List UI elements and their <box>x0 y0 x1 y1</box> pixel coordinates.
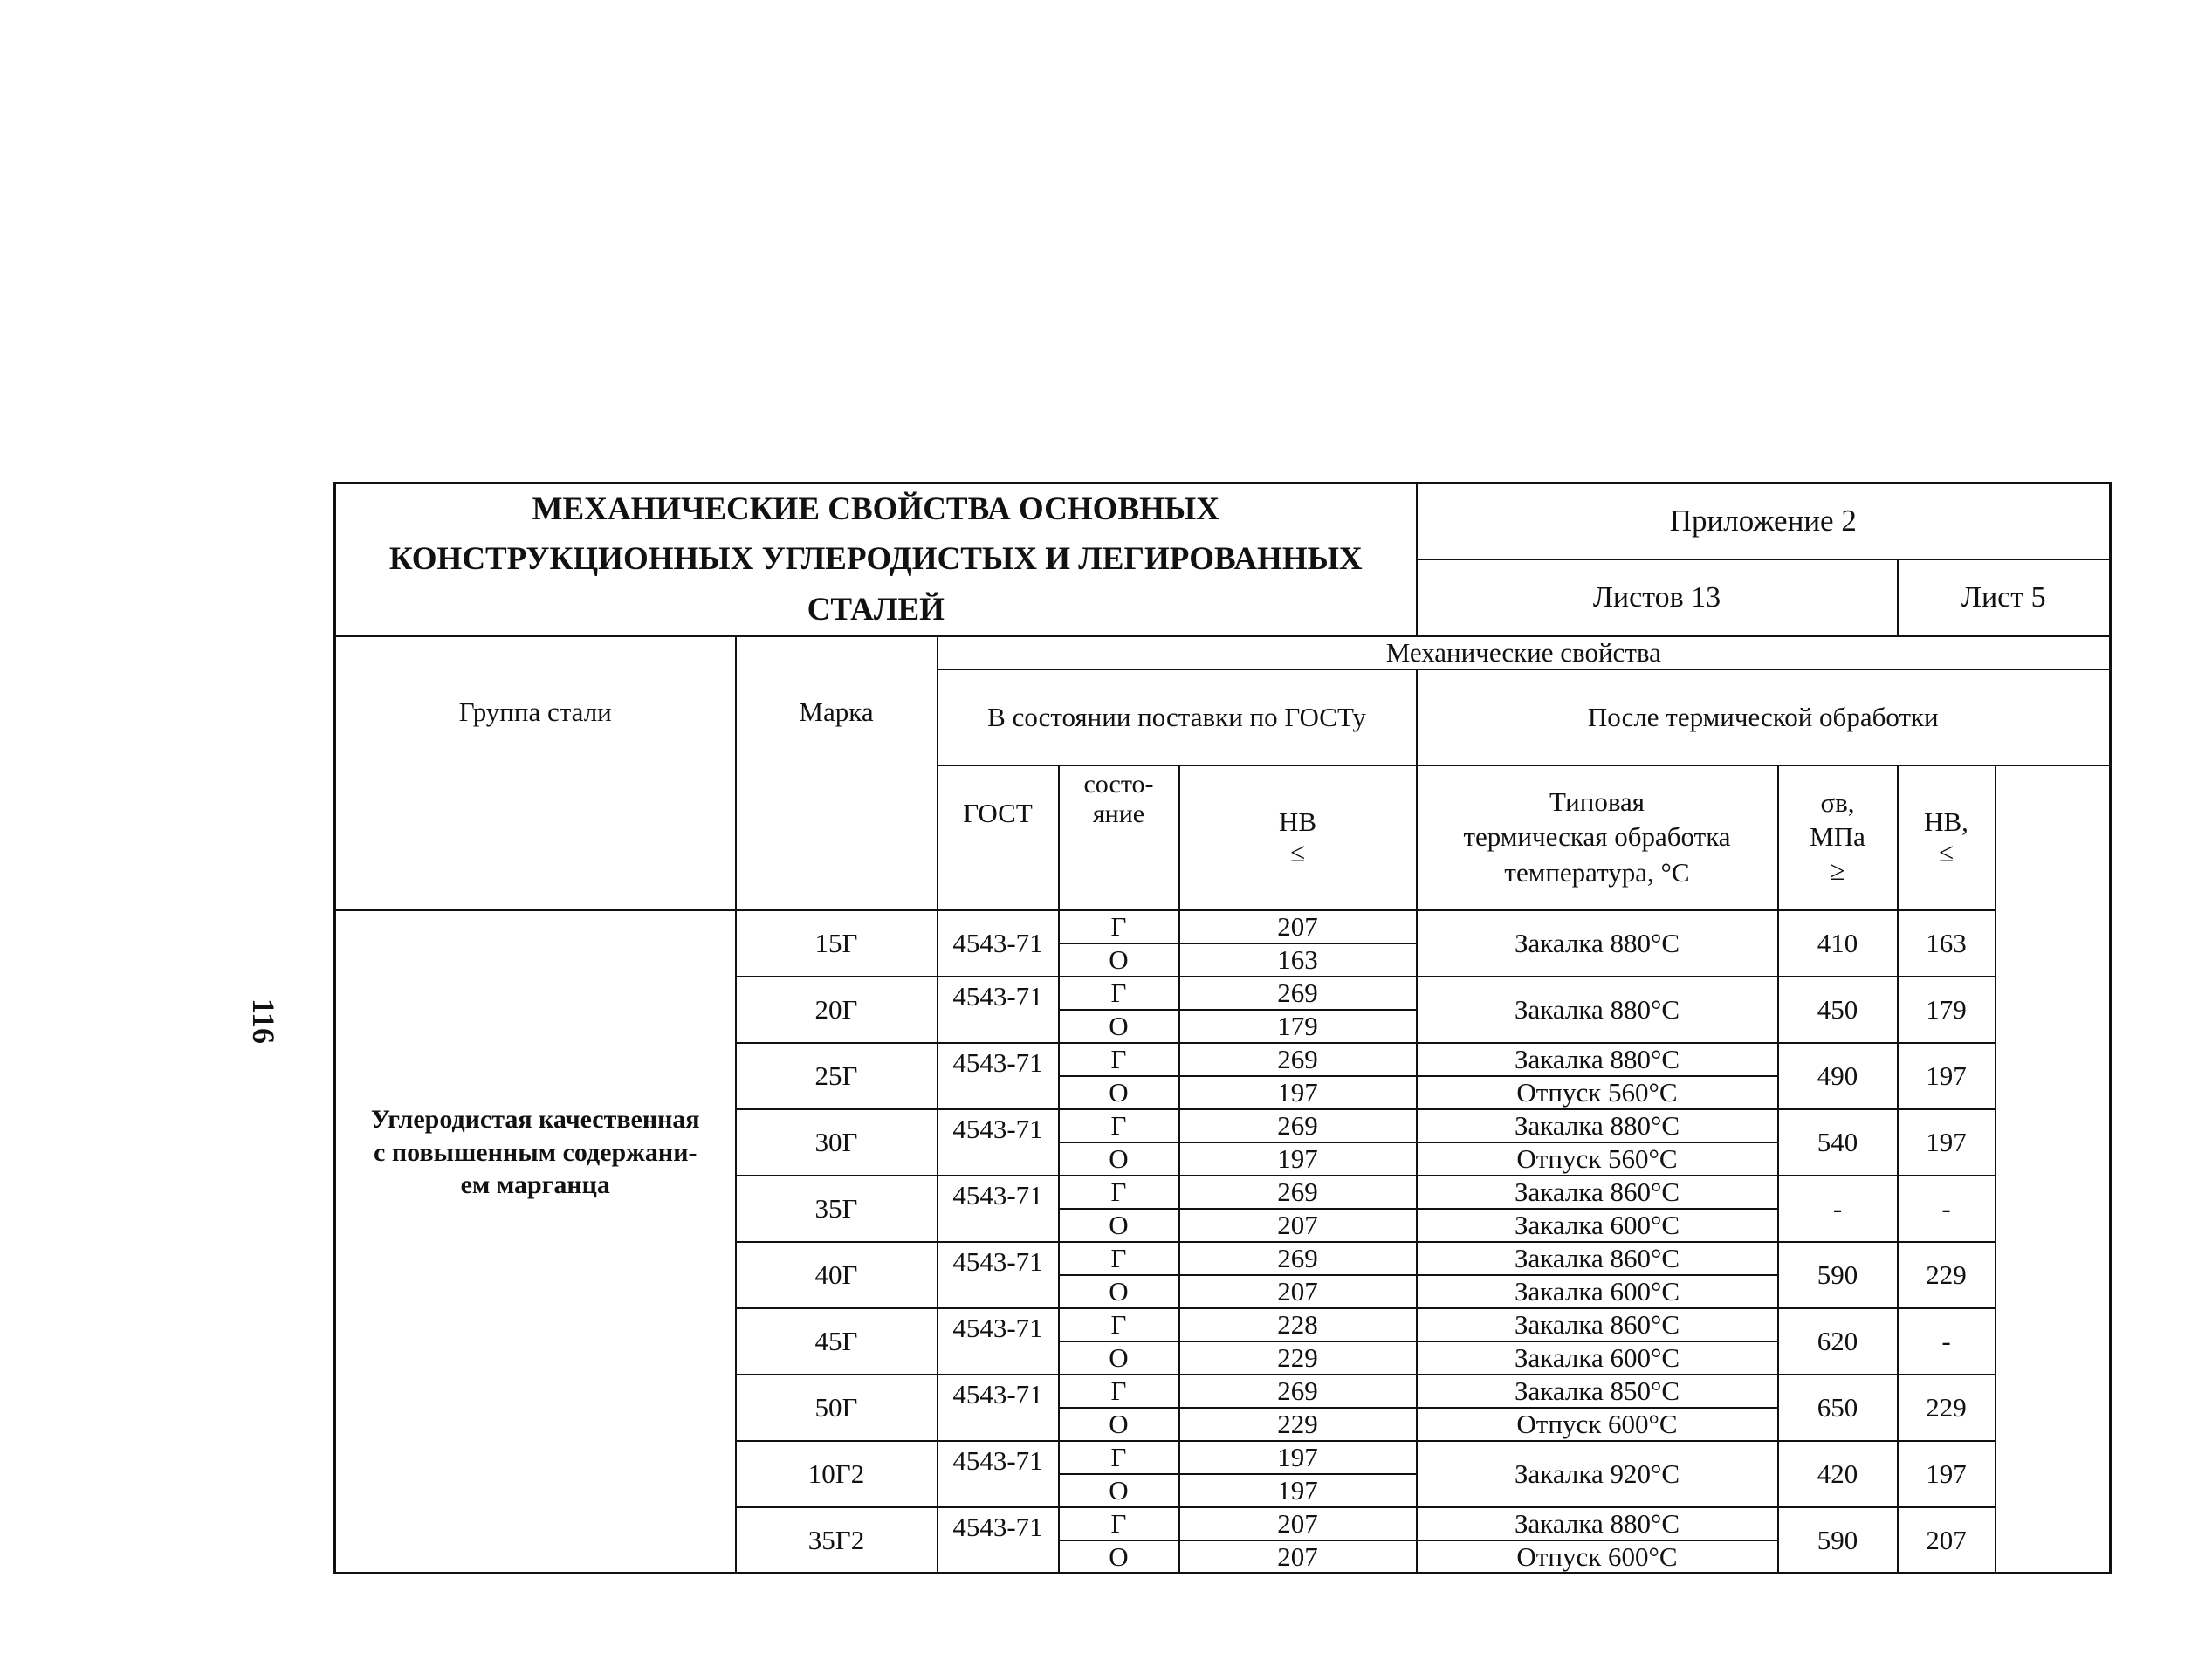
gost-cell: 4543-71 <box>938 1441 1059 1507</box>
header-typical-line-1: Типовая <box>1549 785 1645 817</box>
tensile-strength-cell: - <box>1778 1176 1898 1242</box>
hb-cell: 269 <box>1179 1176 1417 1209</box>
hb-cell: 197 <box>1179 1474 1417 1507</box>
heat-treatment-cell: Закалка 880°С <box>1417 1043 1778 1076</box>
state-cell: О <box>1059 1408 1179 1441</box>
header-hb-after <box>1898 765 1996 910</box>
state-cell: Г <box>1059 1043 1179 1076</box>
document-title <box>335 484 1417 636</box>
header-group: Группа стали <box>335 636 736 910</box>
header-hb-line-1: НВ <box>1278 806 1317 837</box>
hb-after-cell: - <box>1898 1176 1996 1242</box>
header-gost: ГОСТ <box>938 765 1059 910</box>
header-after-heat-treatment: После термической обработки <box>1417 669 2111 765</box>
gost-cell: 4543-71 <box>938 1043 1059 1109</box>
grade-cell: 35Г2 <box>736 1507 938 1574</box>
header-hb <box>1179 765 1417 910</box>
state-cell: Г <box>1059 1242 1179 1275</box>
grade-cell: 15Г <box>736 910 938 977</box>
steel-properties-sheet <box>333 482 2109 1572</box>
heat-treatment-cell: Отпуск 600°С <box>1417 1540 1778 1574</box>
state-cell: Г <box>1059 1109 1179 1142</box>
state-cell: Г <box>1059 1176 1179 1209</box>
tensile-strength-cell: 590 <box>1778 1242 1898 1308</box>
hb-cell: 179 <box>1179 1010 1417 1043</box>
hb-after-cell: 197 <box>1898 1109 1996 1176</box>
gost-cell: 4543-71 <box>938 1375 1059 1441</box>
header-delivery-state: В состоянии поставки по ГОСТу <box>938 669 1417 765</box>
group-line-1: Углеродистая качественная <box>370 1105 700 1135</box>
hb-cell: 207 <box>1179 1275 1417 1308</box>
state-cell: Г <box>1059 910 1179 943</box>
tensile-strength-cell: 450 <box>1778 977 1898 1043</box>
heat-treatment-cell: Закалка 600°С <box>1417 1209 1778 1242</box>
hb-cell: 207 <box>1179 1507 1417 1540</box>
tensile-strength-cell: 590 <box>1778 1507 1898 1574</box>
hb-cell: 269 <box>1179 1043 1417 1076</box>
state-cell: О <box>1059 1209 1179 1242</box>
tensile-strength-cell: 540 <box>1778 1109 1898 1176</box>
heat-treatment-cell: Закалка 880°С <box>1417 977 1778 1043</box>
hb-cell: 163 <box>1179 943 1417 977</box>
heat-treatment-cell: Закалка 880°С <box>1417 910 1778 977</box>
hb-cell: 229 <box>1179 1341 1417 1375</box>
steel-group-cell <box>335 910 736 1574</box>
header-hb2-line-2: ≤ <box>1939 837 1954 868</box>
sheet-current: Лист 5 <box>1898 559 2111 636</box>
header-tensile-strength <box>1778 765 1898 910</box>
header-hb-line-2: ≤ <box>1290 837 1306 868</box>
state-cell: О <box>1059 1142 1179 1176</box>
header-typical-treatment <box>1417 765 1778 910</box>
state-cell: О <box>1059 1010 1179 1043</box>
table-row <box>335 910 2111 943</box>
hb-after-cell: - <box>1898 1308 1996 1375</box>
header-state <box>1059 765 1179 910</box>
hb-cell: 229 <box>1179 1408 1417 1441</box>
gost-cell: 4543-71 <box>938 1109 1059 1176</box>
header-state-line-2: яние <box>1092 799 1145 829</box>
heat-treatment-cell: Отпуск 600°С <box>1417 1408 1778 1441</box>
hb-after-cell: 197 <box>1898 1043 1996 1109</box>
heat-treatment-cell: Закалка 920°С <box>1417 1441 1778 1507</box>
header-grade: Марка <box>736 636 938 910</box>
tensile-strength-cell: 420 <box>1778 1441 1898 1507</box>
state-cell: О <box>1059 1076 1179 1109</box>
state-cell: О <box>1059 1341 1179 1375</box>
state-cell: Г <box>1059 977 1179 1010</box>
gost-cell: 4543-71 <box>938 910 1059 977</box>
state-cell: Г <box>1059 1375 1179 1408</box>
hb-after-cell: 163 <box>1898 910 1996 977</box>
state-cell: Г <box>1059 1441 1179 1474</box>
heat-treatment-cell: Закалка 600°С <box>1417 1341 1778 1375</box>
header-sigma-line-3: ≥ <box>1830 854 1845 886</box>
title-line-1: МЕХАНИЧЕСКИЕ СВОЙСТВА ОСНОВНЫХ <box>532 491 1219 527</box>
heat-treatment-cell: Закалка 860°С <box>1417 1242 1778 1275</box>
heat-treatment-cell: Отпуск 560°С <box>1417 1142 1778 1176</box>
group-line-2: с повышенным содержани- <box>374 1137 697 1167</box>
hb-cell: 228 <box>1179 1308 1417 1341</box>
state-cell: О <box>1059 1275 1179 1308</box>
grade-cell: 20Г <box>736 977 938 1043</box>
header-state-line-1: состо- <box>1083 769 1154 799</box>
heat-treatment-cell: Закалка 860°С <box>1417 1308 1778 1341</box>
hb-cell: 197 <box>1179 1076 1417 1109</box>
header-sigma-line-1: σв, <box>1820 787 1855 819</box>
page-number: 116 <box>246 998 281 1044</box>
tensile-strength-cell: 620 <box>1778 1308 1898 1375</box>
tensile-strength-cell: 410 <box>1778 910 1898 977</box>
state-cell: Г <box>1059 1507 1179 1540</box>
heat-treatment-cell: Закалка 850°С <box>1417 1375 1778 1408</box>
hb-cell: 197 <box>1179 1441 1417 1474</box>
properties-table <box>333 482 2112 1574</box>
hb-cell: 269 <box>1179 1109 1417 1142</box>
hb-cell: 207 <box>1179 1540 1417 1574</box>
state-cell: О <box>1059 1474 1179 1507</box>
hb-cell: 207 <box>1179 1209 1417 1242</box>
grade-cell: 40Г <box>736 1242 938 1308</box>
hb-cell: 197 <box>1179 1142 1417 1176</box>
header-mechanical-properties: Механические свойства <box>938 636 2111 669</box>
gost-cell: 4543-71 <box>938 1242 1059 1308</box>
sheets-total: Листов 13 <box>1417 559 1898 636</box>
title-line-2: КОНСТРУКЦИОННЫХ УГЛЕРОДИСТЫХ И ЛЕГИРОВАННЫХ СТАЛЕЙ <box>388 541 1363 628</box>
hb-cell: 269 <box>1179 1375 1417 1408</box>
grade-cell: 35Г <box>736 1176 938 1242</box>
hb-after-cell: 229 <box>1898 1375 1996 1441</box>
state-cell: О <box>1059 1540 1179 1574</box>
heat-treatment-cell: Закалка 880°С <box>1417 1109 1778 1142</box>
hb-cell: 269 <box>1179 977 1417 1010</box>
grade-cell: 50Г <box>736 1375 938 1441</box>
appendix-label: Приложение 2 <box>1417 484 2111 560</box>
gost-cell: 4543-71 <box>938 977 1059 1043</box>
header-typical-line-2: термическая обработка <box>1463 821 1731 853</box>
state-cell: Г <box>1059 1308 1179 1341</box>
hb-after-cell: 179 <box>1898 977 1996 1043</box>
heat-treatment-cell: Закалка 880°С <box>1417 1507 1778 1540</box>
gost-cell: 4543-71 <box>938 1507 1059 1574</box>
gost-cell: 4543-71 <box>938 1176 1059 1242</box>
heat-treatment-cell: Закалка 860°С <box>1417 1176 1778 1209</box>
group-line-3: ем марганца <box>460 1170 610 1200</box>
heat-treatment-cell: Отпуск 560°С <box>1417 1076 1778 1109</box>
hb-after-cell: 197 <box>1898 1441 1996 1507</box>
heat-treatment-cell: Закалка 600°С <box>1417 1275 1778 1308</box>
hb-cell: 207 <box>1179 910 1417 943</box>
tensile-strength-cell: 490 <box>1778 1043 1898 1109</box>
grade-cell: 10Г2 <box>736 1441 938 1507</box>
header-typical-line-3: температура, °С <box>1504 856 1690 888</box>
grade-cell: 45Г <box>736 1308 938 1375</box>
header-hb2-line-1: НВ, <box>1924 806 1968 837</box>
grade-cell: 25Г <box>736 1043 938 1109</box>
grade-cell: 30Г <box>736 1109 938 1176</box>
hb-cell: 269 <box>1179 1242 1417 1275</box>
state-cell: О <box>1059 943 1179 977</box>
tensile-strength-cell: 650 <box>1778 1375 1898 1441</box>
hb-after-cell: 207 <box>1898 1507 1996 1574</box>
hb-after-cell: 229 <box>1898 1242 1996 1308</box>
header-sigma-line-2: МПа <box>1810 821 1865 853</box>
gost-cell: 4543-71 <box>938 1308 1059 1375</box>
